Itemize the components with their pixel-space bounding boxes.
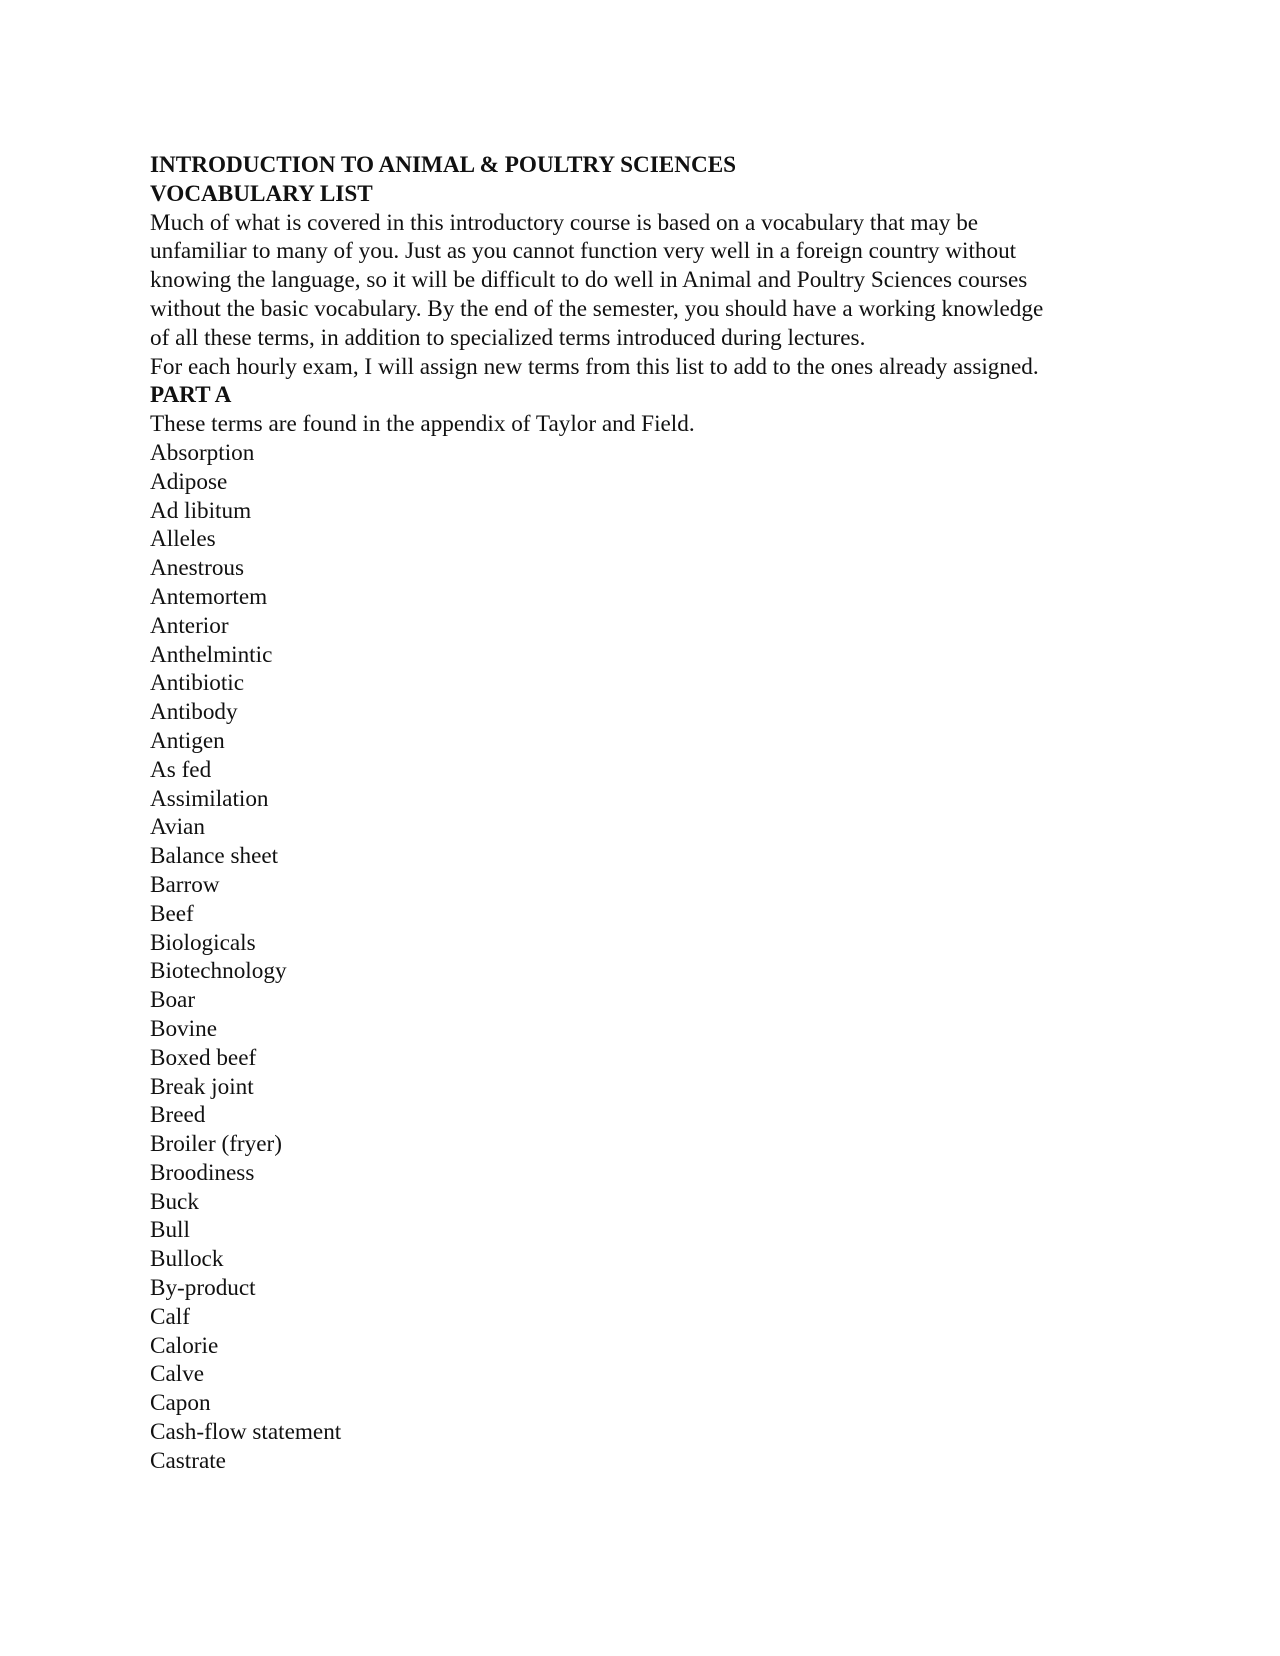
vocabulary-term: Bullock <box>150 1246 224 1273</box>
document-subtitle: VOCABULARY LIST <box>150 180 373 207</box>
vocabulary-term: Alleles <box>150 526 216 553</box>
vocabulary-term: Anterior <box>150 612 229 639</box>
vocabulary-term: Antibody <box>150 699 238 726</box>
vocabulary-term: Absorption <box>150 439 255 466</box>
vocabulary-term: Boar <box>150 987 196 1014</box>
vocabulary-term: Anestrous <box>150 555 245 582</box>
vocabulary-term: Antibiotic <box>150 670 245 697</box>
vocabulary-term: Anthelmintic <box>150 641 273 668</box>
vocabulary-term: As fed <box>150 756 212 783</box>
vocabulary-term: Beef <box>150 900 194 927</box>
vocabulary-term: Assimilation <box>150 785 269 812</box>
vocabulary-term: Castrate <box>150 1447 226 1474</box>
vocabulary-term: Barrow <box>150 871 220 898</box>
intro-paragraph <box>150 209 1150 353</box>
vocabulary-term: Bull <box>150 1217 190 1244</box>
vocabulary-term: Antemortem <box>150 583 268 610</box>
vocabulary-term: Antigen <box>150 727 225 754</box>
vocabulary-term: Biologicals <box>150 929 256 956</box>
vocabulary-term: Calf <box>150 1303 190 1330</box>
vocabulary-term: Broiler (fryer) <box>150 1131 282 1158</box>
vocabulary-term: Boxed beef <box>150 1044 257 1071</box>
document-title: INTRODUCTION TO ANIMAL & POULTRY SCIENCES <box>150 152 737 178</box>
part-a-note: These terms are found in the appendix of Taylor and Field. <box>150 411 695 438</box>
vocabulary-term: Calorie <box>150 1332 219 1359</box>
vocabulary-term: Biotechnology <box>150 958 287 985</box>
vocabulary-term: Broodiness <box>150 1159 255 1186</box>
intro-line: without the basic vocabulary. By the end of the semester, you should have a working knowledge <box>150 295 1044 322</box>
vocabulary-term: Bovine <box>150 1015 217 1042</box>
document-content <box>150 151 1150 1476</box>
vocabulary-term: Avian <box>150 814 205 841</box>
vocabulary-term: Ad libitum <box>150 497 252 524</box>
vocabulary-term: By-product <box>150 1275 256 1302</box>
part-a-heading: PART A <box>150 382 232 409</box>
vocabulary-term: Capon <box>150 1390 211 1417</box>
intro-line: unfamiliar to many of you. Just as you cannot function very well in a foreign country without <box>150 238 1017 265</box>
vocabulary-term: Breed <box>150 1102 206 1129</box>
intro-line: of all these terms, in addition to specialized terms introduced during lectures. <box>150 324 866 351</box>
vocabulary-term: Calve <box>150 1361 205 1388</box>
vocabulary-term: Buck <box>150 1188 199 1215</box>
vocabulary-term: Cash-flow statement <box>150 1419 342 1446</box>
vocabulary-term: Adipose <box>150 468 228 495</box>
intro-line: Much of what is covered in this introductory course is based on a vocabulary that may be <box>150 209 979 236</box>
vocabulary-term-list <box>150 439 1150 1476</box>
vocabulary-term: Break joint <box>150 1073 254 1100</box>
vocabulary-term: Balance sheet <box>150 843 279 870</box>
intro-line: knowing the language, so it will be difficult to do well in Animal and Poultry Sciences courses <box>150 267 1028 294</box>
exam-note: For each hourly exam, I will assign new terms from this list to add to the ones already assigned. <box>150 353 1039 380</box>
